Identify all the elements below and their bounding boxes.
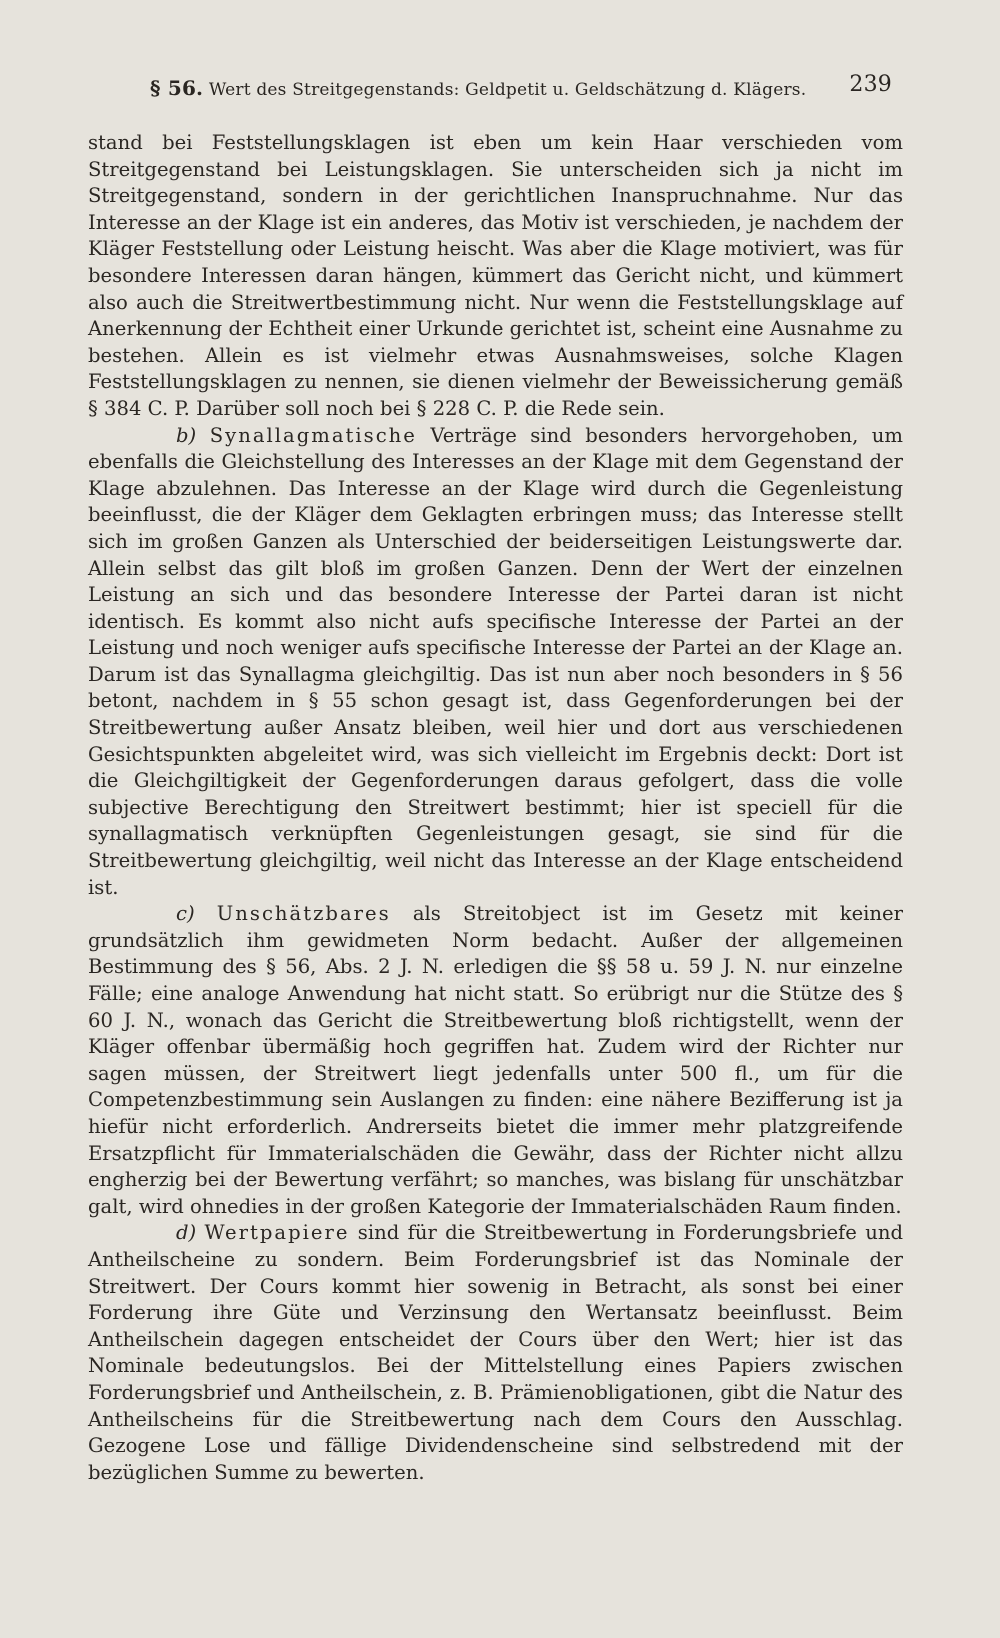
paragraph-keyword: Wertpapiere [204, 1221, 350, 1245]
running-header [150, 72, 892, 110]
paragraph-text: als Streitobject ist im Gesetz mit keiner grundsätzlich ihm gewidmeten Norm bedacht. Außer der allgemeinen Bestimmung des § 56, Abs. 2 J. N. erledigen die §§ 58 u. 59 J. N. nur einzelne Fälle; eine analoge Anwendung hat nicht statt. So erübrigt nur die Stütze des § 60 J. N., wonach das Gericht die Streitbewertung bloß richtigstellt, wenn der Kläger offenbar übermäßig hoch gegriffen hat. Zudem wird der Richter nur sagen müssen, der Streitwert liegt jedenfalls unter 500 fl., um für die Competenzbestimmung sein Auslangen zu finden: eine nähere Bezifferung ist ja hiefür nicht erforderlich. Andrerseits bietet die immer mehr platzgreifende Ersatzpflicht für Immaterialschäden die Gewähr, dass der Richter nicht allzu engherzig bei der Bewertung verfährt; so manches, was bislang für unschätzbar galt, wird ohnedies in der großen Kategorie der Immaterialschäden Raum finden. [88, 902, 904, 1218]
paragraph-continuation [88, 130, 903, 423]
paragraph-text: sind für die Streitbewertung in Forderungsbriefe und Antheilscheine zu sondern. Beim Forderungsbrief ist das Nominale der Streitwert. Der Cours kommt hier sowenig in Betracht, als sonst bei einer Forderung ihre Güte und Verzinsung den Wertansatz beeinflusst. Beim Antheilschein dagegen entscheidet der Cours über den Wert; hier ist das Nominale bedeutungslos. Bei der Mittelstellung eines Papiers zwischen Forderungsbrief und Antheilschein, z. B. Prämienobligationen, gibt die Natur des Antheilscheins für die Streitbewertung nach dem Cours den Ausschlag. Gezogene Lose und fällige Dividendenscheine sind selbstredend mit der bezüglichen Summe zu bewerten. [88, 1221, 903, 1484]
body-text [88, 130, 903, 1486]
section-number: § 56. [150, 76, 204, 100]
paragraph-marker: d) [176, 1221, 197, 1245]
paragraph-marker: b) [176, 423, 197, 447]
paragraph-text: Verträge sind besonders hervorgehoben, um ebenfalls die Gleichstellung des Interesses an der Klage mit dem Gegenstand der Klage abzulehnen. Das Interesse an der Klage wird durch die Gegenleistung beeinflusst, die der Kläger dem Geklagten erbringen muss; das Interesse stellt sich im großen Ganzen als Unterschied der beiderseitigen Leistungswerte dar. Allein selbst das gilt bloß im großen Ganzen. Denn der Wert der einzelnen Leistung an sich und das besondere Interesse der Partei daran ist nicht identisch. Es kommt also nicht aufs specifische Interesse der Partei an der Leistung und noch weniger aufs specifische Interesse der Partei an der Klage an. Darum ist das Synallagma gleichgiltig. Das ist nun aber noch besonders in § 56 betont, nachdem in § 55 schon gesagt ist, dass Gegenforderungen bei der Streitbewertung außer Ansatz bleiben, weil hier und dort aus verschiedenen Gesichtspunkten abgeleitet wird, was sich vielleicht im Ergebnis deckt: Dort ist die Gleichgiltigkeit der Gegenforderungen daraus gefolgert, dass die volle subjective Berechtigung den Streitwert bestimmt; hier ist speciell für die synallagmatisch verknüpften Gegenleistungen gesagt, sie sind für die Streitbewertung gleichgiltig, weil nicht das Interesse an der Klage entscheidend ist. [88, 423, 904, 899]
paragraph-c [88, 901, 903, 1220]
page-number: 239 [849, 72, 892, 97]
paragraph-b [88, 423, 903, 902]
header-title: Wert des Streitgegenstands: Geldpetit u. Geldschätzung d. Klägers. [208, 80, 807, 100]
paragraph-d [88, 1220, 903, 1486]
paragraph-marker: c) [176, 902, 195, 926]
paragraph-keyword: Unschätzbares [216, 902, 391, 926]
paragraph-text: stand bei Feststellungsklagen ist eben um kein Haar verschieden vom Streitgegenstand bei Leistungsklagen. Sie unterscheiden sich ja nicht im Streitgegenstand, sondern in der gerichtlichen Inanspruchnahme. Nur das Interesse an der Klage ist ein anderes, das Motiv ist verschieden, je nachdem der Kläger Feststellung oder Leistung heischt. Was aber die Klage motiviert, was für besondere Interessen daran hängen, kümmert das Gericht nicht, und kümmert also auch die Streitwertbestimmung nicht. Nur wenn die Feststellungsklage auf Anerkennung der Echtheit einer Urkunde gerichtet ist, scheint eine Ausnahme zu bestehen. Allein es ist vielmehr etwas Ausnahmsweises, solche Klagen Feststellungsklagen zu nennen, sie dienen vielmehr der Beweissicherung gemäß § 384 C. P. Darüber soll noch bei § 228 C. P. die Rede sein. [88, 131, 903, 420]
paragraph-keyword: Synallagmatische [209, 423, 417, 447]
